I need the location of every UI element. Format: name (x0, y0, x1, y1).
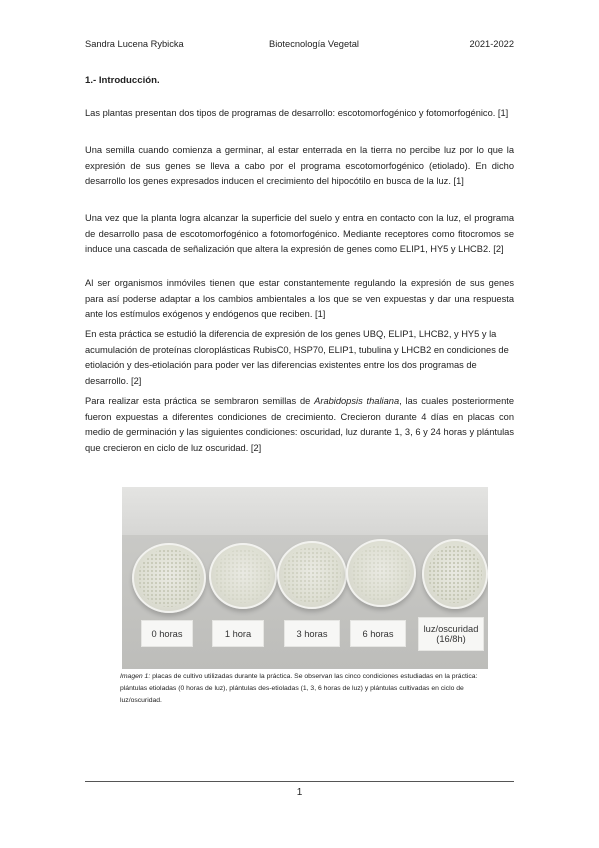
petri-dish-6h (346, 539, 416, 607)
petri-dish-3h (277, 541, 347, 609)
paragraph-6 (85, 394, 514, 456)
plate-label-light-dark-cycle: (16/8h) (436, 634, 466, 644)
header-course: Biotecnología Vegetal (269, 39, 359, 49)
paragraph-4: Al ser organismos inmóviles tienen que estar constantemente regulando la expresión de sus genes para así poderse adaptar a los cambios ambientales a los que se ven expuestas y dar una respuesta ante los estímulos exógenos y endógenos que reciben. [1] (85, 278, 514, 319)
plate-label-6h: 6 horas (350, 620, 406, 647)
paragraph-1: Las plantas presentan dos tipos de programas de desarrollo: escotomorfogénico y fotomorfogénico. [1] (85, 108, 509, 118)
caption-label: Imagen 1: (120, 673, 151, 680)
caption-text: placas de cultivo utilizadas durante la práctica. Se observan las cinco condiciones estudiadas en la práctica: plántulas etioladas (0 horas de luz), plántulas des-etioladas (1, 3, 6 horas de luz) y plántulas cultivadas en ciclo de luz/oscuridad. (120, 673, 478, 704)
header-author: Sandra Lucena Rybicka (85, 39, 184, 49)
page-header (85, 39, 514, 53)
species-name: Arabidopsis thaliana (314, 396, 400, 406)
plate-label-light-dark (418, 617, 484, 651)
header-year: 2021-2022 (469, 39, 514, 49)
photo-background (122, 487, 488, 539)
section-title: 1.- Introducción. (85, 75, 160, 86)
paragraph-6-start: Para realizar esta práctica se sembraron semillas de (85, 396, 315, 406)
plate-label-light-dark-main: luz/oscuridad (423, 624, 479, 634)
paragraph-6-end: , las cuales posteriormente fueron expuestas a diferentes condiciones de crecimiento. Crecieron durante 4 días en placas con medio de germinación y las siguientes condiciones: oscuridad, luz durante 1, 3, 6 y 24 horas y plántulas que crecieron en ciclo de luz oscuridad. [2] (85, 396, 514, 453)
plate-label-3h: 3 horas (284, 620, 340, 647)
petri-dishes-photo (122, 487, 488, 669)
plate-label-0h: 0 horas (141, 620, 193, 647)
page-number: 1 (296, 787, 303, 798)
paragraph-2: Una semilla cuando comienza a germinar, al estar enterrada en la tierra no percibe luz por lo que la expresión de sus genes se lleva a cabo por el programa escotomorfogénico (etiolado). En dicho desarrollo los genes expresados inducen el crecimiento del hipocótilo en busca de la luz. [1] (85, 145, 514, 186)
paragraph-3: Una vez que la planta logra alcanzar la superficie del suelo y entra en contacto con la luz, el programa de desarrollo pasa de escotomorfogénico a fotomorfogénico. Mediante receptores como fitocromos se induce una cascada de señalización que altera la expresión de genes como ELIP1, HY5 y LHCB2. [2] (85, 213, 514, 254)
petri-dish-1h (209, 543, 277, 609)
petri-dish-0h (132, 543, 206, 613)
figure-caption (120, 671, 492, 707)
plate-label-1h: 1 hora (212, 620, 264, 647)
paragraph-5: En esta práctica se estudió la diferencia de expresión de los genes UBQ, ELIP1, LHCB2, y HY5 y la acumulación de proteínas cloroplásticas RubisC0, HSP70, ELIP1, tubulina y LHCB2 en condiciones de etiolación y des-etiolación para poder ver las diferencias existentes entre los dos programas de desarrollo. [2] (85, 329, 509, 386)
footer-divider (85, 781, 514, 782)
petri-dish-light-dark (422, 539, 488, 609)
